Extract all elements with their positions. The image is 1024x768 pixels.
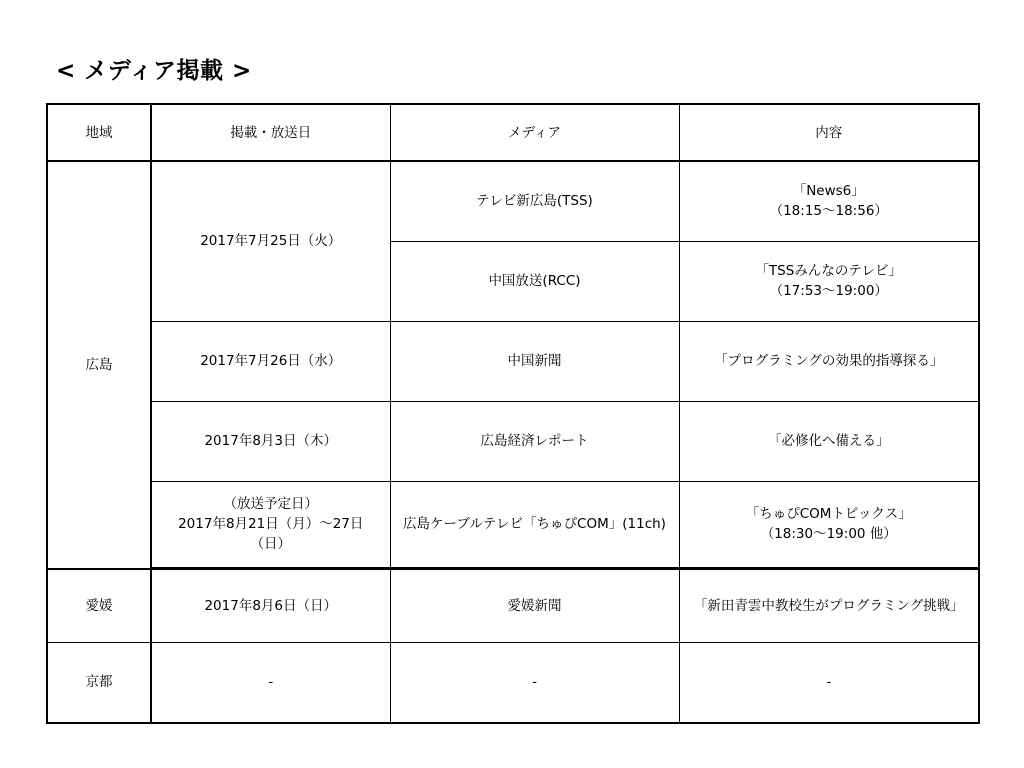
header-media: メディア [390,104,679,161]
date-text: 2017年7月25日（火） [200,233,342,250]
media-cell [390,569,679,643]
date-cell [151,321,390,401]
table-row [47,321,979,401]
date-cell [151,161,390,321]
content-cell [679,569,979,643]
content-text: 「TSSみんなのテレビ」 [755,263,903,279]
table-row [47,401,979,481]
region-cell: 広島 [47,161,151,569]
date-cell [151,481,390,567]
content-text: 「プログラミングの効果的指導探る」 [714,353,944,369]
media-text: 中国放送(RCC) [488,273,581,289]
date-cell [151,401,390,481]
date-text: 2017年8月6日（日） [204,597,338,614]
content-text: - [826,674,832,691]
media-text: 広島ケーブルテレビ「ちゅぴCOM」(11ch) [403,516,666,532]
table-row [47,569,979,643]
media-cell [390,241,679,321]
media-text: 広島経済レポート [480,433,589,449]
content-text: 「ちゅぴCOMトピックス」 [745,506,912,522]
content-text: （18:15〜18:56） [769,203,888,220]
content-text: （17:53〜19:00） [769,283,888,299]
date-cell [151,569,390,643]
media-cell [390,643,679,723]
header-row [47,104,979,161]
content-cell [679,481,979,567]
content-text: 「新田青雲中教校生がプログラミング挑戦」 [693,597,964,614]
date-text: 2017年7月26日（水） [200,353,342,369]
media-cell [390,321,679,401]
date-text: （日） [250,536,291,552]
content-cell [679,401,979,481]
content-cell [679,321,979,401]
table-row [47,643,979,723]
media-text: テレビ新広島(TSS) [476,193,593,210]
content-cell [679,161,979,241]
media-cell [390,401,679,481]
content-cell [679,241,979,321]
date-text: （放送予定日） [223,496,318,512]
media-cell [390,161,679,241]
table-row [47,161,979,241]
media-cell [390,481,679,567]
content-text: 「News6」 [792,183,865,200]
media-text: - [532,674,537,691]
region-cell: 京都 [47,643,151,723]
header-region: 地域 [47,104,151,161]
table-row [47,481,979,567]
date-cell [151,643,390,723]
date-text: - [268,674,274,691]
date-text: 2017年8月3日（木） [204,433,338,449]
page-title: < メディア掲載 > [56,58,252,84]
media-text: 中国新聞 [507,353,562,369]
content-text: （18:30〜19:00 他） [760,526,897,542]
media-coverage-table [46,103,980,724]
date-text: 2017年8月21日（月）〜27日 [178,516,364,532]
media-text: 愛媛新聞 [507,597,562,614]
header-content: 内容 [679,104,979,161]
content-text: 「必修化へ備える」 [768,433,890,449]
content-cell [679,643,979,723]
header-date: 掲載・放送日 [151,104,390,161]
region-cell: 愛媛 [47,569,151,643]
